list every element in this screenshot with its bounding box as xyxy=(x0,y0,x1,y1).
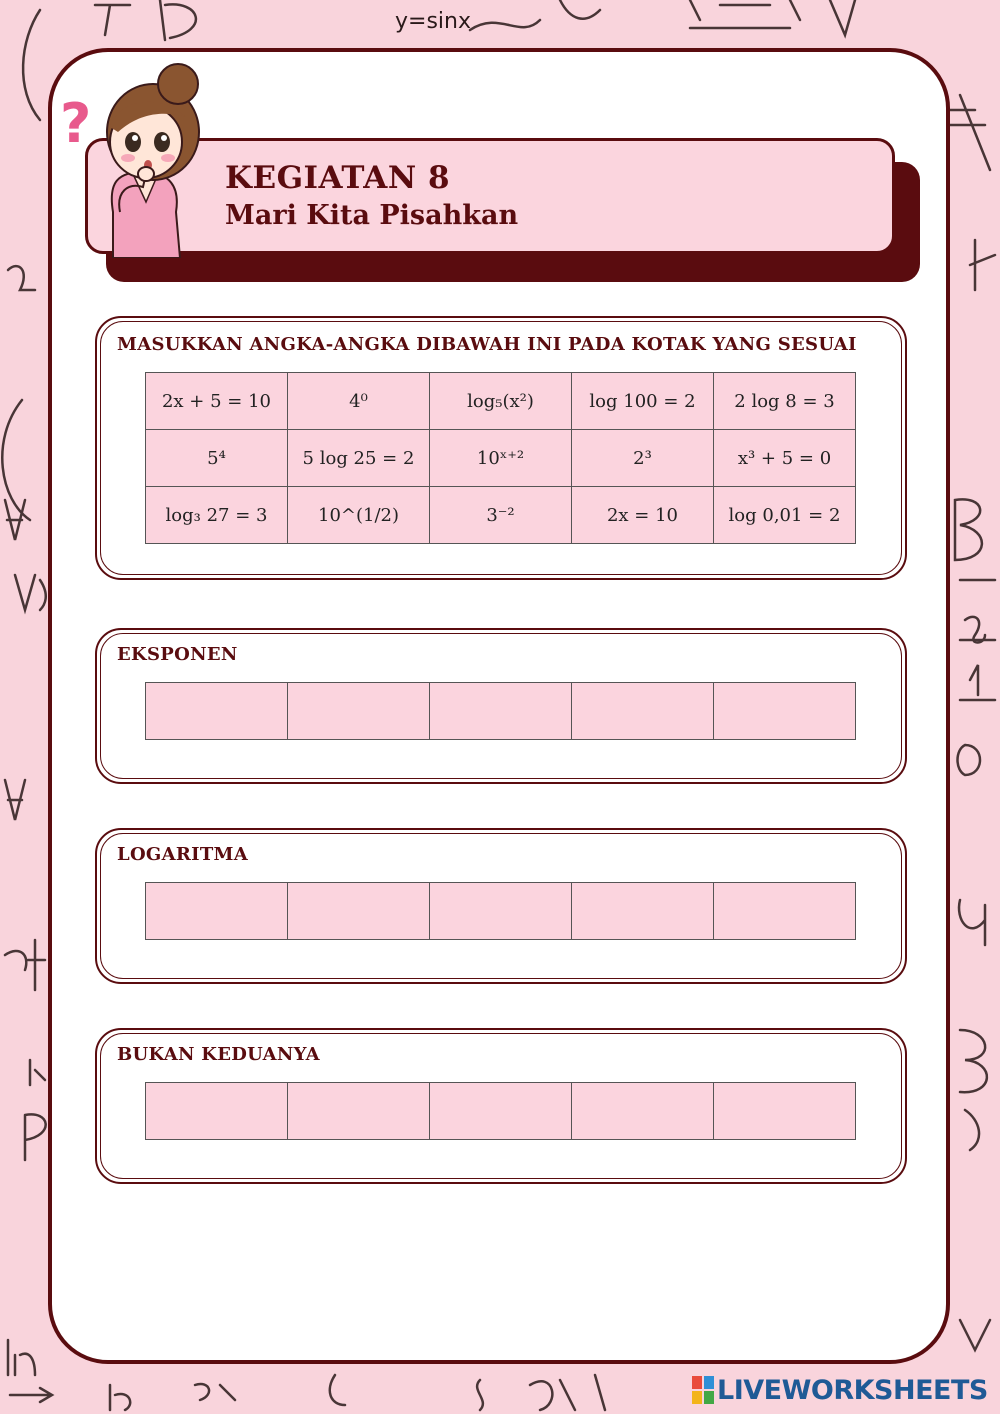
table-row xyxy=(146,883,856,940)
logaritma-panel xyxy=(95,828,907,984)
source-items-grid xyxy=(145,372,856,544)
liveworksheets-logo[interactable] xyxy=(692,1374,988,1406)
logaritma-drop-zone xyxy=(145,882,856,940)
drop-slot[interactable] xyxy=(430,883,572,940)
source-item[interactable]: 3⁻² xyxy=(430,487,572,544)
bukan-keduanya-drop-zone xyxy=(145,1082,856,1140)
source-item[interactable]: 5⁴ xyxy=(146,430,288,487)
drop-slot[interactable] xyxy=(714,883,856,940)
drop-slot[interactable] xyxy=(288,683,430,740)
drop-slot[interactable] xyxy=(430,1083,572,1140)
drop-slot[interactable] xyxy=(572,683,714,740)
source-item[interactable]: 2³ xyxy=(572,430,714,487)
drop-slot[interactable] xyxy=(288,883,430,940)
activity-title: KEGIATAN 8 xyxy=(225,160,451,196)
instruction-panel xyxy=(95,316,907,580)
activity-subtitle: Mari Kita Pisahkan xyxy=(225,200,519,231)
bukan-keduanya-panel xyxy=(95,1028,907,1184)
drop-slot[interactable] xyxy=(146,883,288,940)
drop-slot[interactable] xyxy=(572,1083,714,1140)
source-item[interactable]: log₃ 27 = 3 xyxy=(146,487,288,544)
source-item[interactable]: 2x = 10 xyxy=(572,487,714,544)
bukan-keduanya-title: BUKAN KEDUANYA xyxy=(117,1044,320,1065)
instruction-title: MASUKKAN ANGKA-ANGKA DIBAWAH INI PADA KOTAK YANG SESUAI xyxy=(117,334,857,355)
svg-text:y=sinx: y=sinx xyxy=(395,9,471,34)
drop-slot[interactable] xyxy=(146,683,288,740)
drop-slot[interactable] xyxy=(714,683,856,740)
liveworksheets-logo-icon xyxy=(692,1376,714,1404)
source-item[interactable]: 4⁰ xyxy=(288,373,430,430)
drop-slot[interactable] xyxy=(146,1083,288,1140)
source-item[interactable]: 10^(1/2) xyxy=(288,487,430,544)
drop-slot[interactable] xyxy=(714,1083,856,1140)
source-item[interactable]: 5 log 25 = 2 xyxy=(288,430,430,487)
source-item[interactable]: x³ + 5 = 0 xyxy=(714,430,856,487)
table-row xyxy=(146,373,856,430)
source-item[interactable]: 2 log 8 = 3 xyxy=(714,373,856,430)
source-item[interactable]: log 0,01 = 2 xyxy=(714,487,856,544)
table-row xyxy=(146,1083,856,1140)
table-row xyxy=(146,430,856,487)
logo-text: LIVEWORKSHEETS xyxy=(717,1374,988,1406)
logaritma-title: LOGARITMA xyxy=(117,844,249,865)
drop-slot[interactable] xyxy=(430,683,572,740)
source-item[interactable]: log 100 = 2 xyxy=(572,373,714,430)
eksponen-drop-zone xyxy=(145,682,856,740)
source-item[interactable]: log₅(x²) xyxy=(430,373,572,430)
source-item[interactable]: 10ˣ⁺² xyxy=(430,430,572,487)
drop-slot[interactable] xyxy=(288,1083,430,1140)
source-item[interactable]: 2x + 5 = 10 xyxy=(146,373,288,430)
thinking-girl-illustration xyxy=(58,62,228,258)
table-row xyxy=(146,683,856,740)
drop-slot[interactable] xyxy=(572,883,714,940)
eksponen-title: EKSPONEN xyxy=(117,644,238,665)
eksponen-panel xyxy=(95,628,907,784)
question-mark-icon: ? xyxy=(60,92,92,155)
table-row xyxy=(146,487,856,544)
